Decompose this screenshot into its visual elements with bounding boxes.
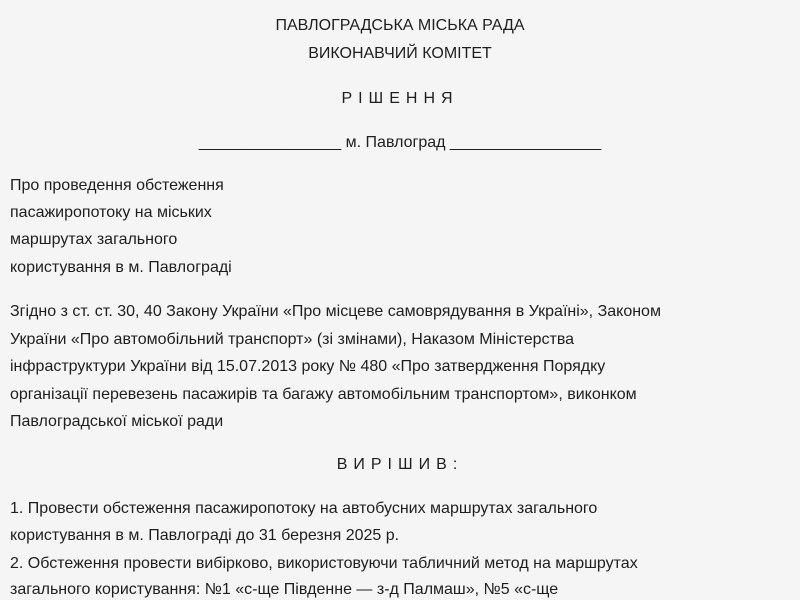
title-line: Про проведення обстеження bbox=[10, 177, 224, 194]
preamble-line: України «Про автомобільний транспорт» (зі змінами), Наказом Міністерства bbox=[10, 331, 575, 348]
title-line: маршрутах загального bbox=[10, 231, 178, 248]
preamble-line: організації перевезень пасажирів та багажу автомобільним транспортом», виконком bbox=[10, 386, 637, 403]
date-place-line: ________________ м. Павлоград _________________ bbox=[198, 134, 602, 151]
preamble-line: інфраструктури України від 15.07.2013 року № 480 «Про затвердження Порядку bbox=[10, 358, 606, 375]
item-line: користування в м. Павлограді до 31 березня 2025 р. bbox=[10, 527, 400, 544]
preamble-line: Згідно з ст. ст. 30, 40 Закону України «Про місцеве самоврядування в Україні», Законом bbox=[10, 303, 661, 320]
decided-heading: ВИРІШИВ: bbox=[336, 456, 464, 473]
title-line: пасажиропотоку на міських bbox=[10, 204, 212, 221]
committee-name: ВИКОНАВЧИЙ КОМІТЕТ bbox=[308, 45, 492, 62]
document-type: РІШЕННЯ bbox=[341, 90, 459, 107]
title-line: користування в м. Павлограді bbox=[10, 259, 232, 276]
preamble-line: Павлоградської міської ради bbox=[10, 413, 224, 430]
item-line: 2. Обстеження провести вибірково, використовуючи табличний метод на маршрутах bbox=[10, 555, 638, 572]
council-name: ПАВЛОГРАДСЬКА МІСЬКА РАДА bbox=[275, 17, 525, 34]
item-line: загального користування: №1 «с-ще Південне — з-д Палмаш», №5 «с-ще bbox=[10, 581, 559, 598]
item-line: 1. Провести обстеження пасажиропотоку на автобусних маршрутах загального bbox=[10, 500, 598, 517]
